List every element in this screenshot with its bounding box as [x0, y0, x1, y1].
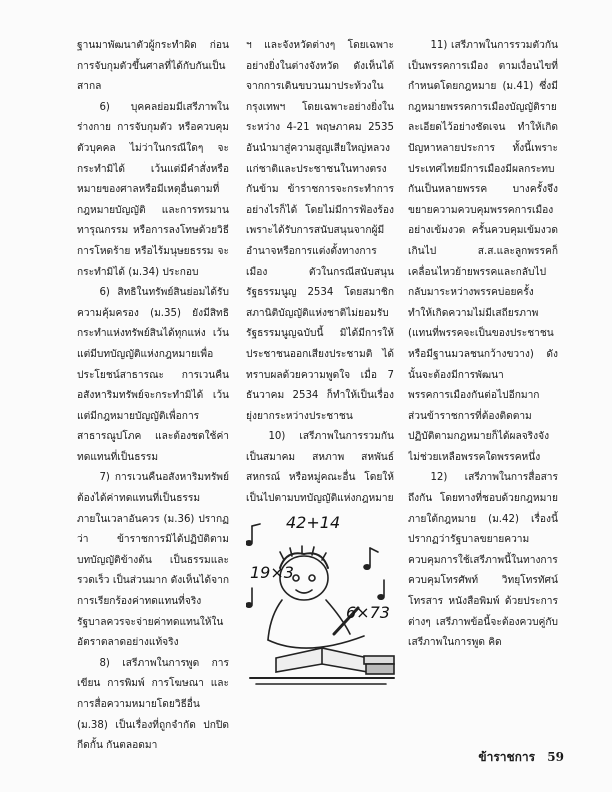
- paragraph: 11) เสรีภาพในการรวมตัวกันเป็นพรรคการเมือง ตามเงื่อนไขที่กำหนดโดยกฎหมาย (ม.41) ซึ่งมีกฎหมายพรรคการเมืองบัญญัติรายละเอียดไว้อย่างชัดเจน ทำให้เกิดปัญหาหลายประการ ทั้งนี้เพราะประเทศไทยมีการเมืองมีผลกระทบกันเป็นหลายพรรค บางครั้งจึงขยายความควบคุมพรรคการเมืองอย่างเข้มงวด ครั้นควบคุมเข้มงวดเกินไป ส.ส.และลูกพรรคก็เคลื่อนไหวย้ายพรรคและกลับไปกลับมาระหว่างพรรคบ่อยครั้ง ทำให้เกิดความไม่มีเสถียรภาพ (แทนที่พรรคจะเป็นของประชาชน หรือมีฐานมวลชนกว้างขวาง) ดังนั้นจะต้องมีการพัฒนาพรรคการเมืองกันต่อไปอีกมาก ส่วนข้าราชการที่ต้องติดตามปฏิบัติตามกฎหมายก็ได้ผลจริงจัง ไม่ช่วยเหลือพรรคใดพรรคหนึ่ง: [408, 40, 558, 463]
- paragraph: 8) เสรีภาพในการพูด การเขียน การพิมพ์ การโฆษณา และการสื่อความหมายโดยวิธีอื่น (ม.38) เป็นเรื่องที่ถูกจำกัด ปกปิด กีดกั้น กันตลอดมา: [77, 657, 229, 752]
- paragraph: 6) บุคคลย่อมมีเสรีภาพในร่างกาย การจับกุมตัว หรือควบคุมตัวบุคคล ไม่ว่าในกรณีใดๆ จะกระทำมิได้ เว้นแต่มีคำสั่งหรือหมายของศาลหรือมีเหตุอื่นตามที่กฎหมายบัญญัติ และการทรมาน ทารุณกรรม หรือการลงโทษด้วยวิธีการโหดร้าย หรือไร้มนุษยธรรม จะกระทำมิได้ (ม.34) ประกอบ: [77, 101, 229, 278]
- math-scribble: 19×3: [250, 563, 294, 582]
- text-column-middle: [246, 36, 394, 510]
- paragraph: 7) การเวนคืนอสังหาริมทรัพย์ต้องได้ค่าทดแทนที่เป็นธรรม ภายในเวลาอันควร (ม.36) ปรากฏว่า ข้าราชการมิได้ปฏิบัติตามบทบัญญัติข้างต้น เป็นธรรมและรวดเร็ว เป็นส่วนมาก ดังเห็นได้จากการเรียกร้องค่าทดแทนที่จริงรัฐบาลควรจะจ่ายค่าทดแทนให้ในอัตราตลาดอย่างแท้จริง: [77, 472, 229, 649]
- text-column-left: [77, 36, 229, 754]
- paragraph: ฐานมาพัฒนาตัวผู้กระทำผิด ก่อนการจับกุมตัวขึ้นศาลที่ได้กับกันเป็นสากล: [77, 40, 229, 93]
- paragraph: 6) สิทธิในทรัพย์สินย่อมได้รับความคุ้มครอง (ม.35) ยังมีสิทธิกระทำแห่งทรัพย์สินได้ทุกแห่ง เว้นแต่มีบทบัญญัติแห่งกฎหมายเพื่อประโยชน์สาธารณะ การเวนคืนอสังหาริมทรัพย์จะกระทำมิได้ เว้นแต่มีกฎหมายบัญญัติเพื่อการสาธารณูปโภค และต้องชดใช้ค่าทดแทนที่เป็นธรรม: [77, 287, 229, 463]
- page-number: 59: [547, 750, 564, 764]
- page-footer: [470, 748, 564, 767]
- student-math-cartoon-icon: [246, 508, 398, 694]
- paragraph: ฯ และจังหวัดต่างๆ โดยเฉพาะอย่างยิ่งในต่างจังหวัด ดังเห็นได้จากการเดินขบวนมาประท้วงในกรุงเทพฯ โดยเฉพาะอย่างยิ่งในระหว่าง 4-21 พฤษภาคม 2535 อันนำมาสู่ความสูญเสียใหญ่หลวงแก่ชาติและประชาชนในทางตรงกันข้าม ข้าราชการจะกระทำการอย่างไรก็ได้ โดยไม่มีการฟ้องร้อง เพราะได้รับการสนับสนุนจากผู้มีอำนาจหรือการแต่งตั้งทางการเมือง ตัวในกรณีสนับสนุนรัฐธรรมนูญ 2534 โดยสมาชิกสภานิติบัญญัติแห่งชาติไม่ยอมรับรัฐธรรมนูญฉบับนี้ มิได้มีการให้ประชาชนออกเสียงประชามติ ได้ทราบผลด้วยความพูดใจ เมื่อ 7 ธันวาคม 2534 ก็ทำให้เป็นเรื่องยุ่งยากระหว่างประชาชน: [246, 40, 394, 422]
- paragraph: 12) เสรีภาพในการสื่อสารถึงกัน โดยทางที่ชอบด้วยกฎหมาย ภายใต้กฎหมาย (ม.42) เรื่องนี้ปรากฏว่ารัฐบาลขยายความควบคุมการใช้เสรีภาพนี้ในทางการควบคุมโทรศัพท์ วิทยุโทรทัศน์ โทรสาร หนังสือพิมพ์ ด้วยประการต่างๆ เสรีภาพข้อนี้จะต้องควบคู่กับเสรีภาพในการพูด คิด: [408, 472, 558, 649]
- text-column-right: [408, 36, 558, 754]
- math-scribble: 42+14: [286, 513, 341, 532]
- math-scribble: 6×73: [346, 603, 390, 622]
- publication-name: ข้าราชการ: [478, 750, 536, 764]
- paragraph: 10) เสรีภาพในการรวมกันเป็นสมาคม สหภาพ สหพันธ์ สหกรณ์ หรือหมู่คณะอื่น โดยให้เป็นไปตามบทบัญญัติแห่งกฎหมาย: [246, 431, 394, 505]
